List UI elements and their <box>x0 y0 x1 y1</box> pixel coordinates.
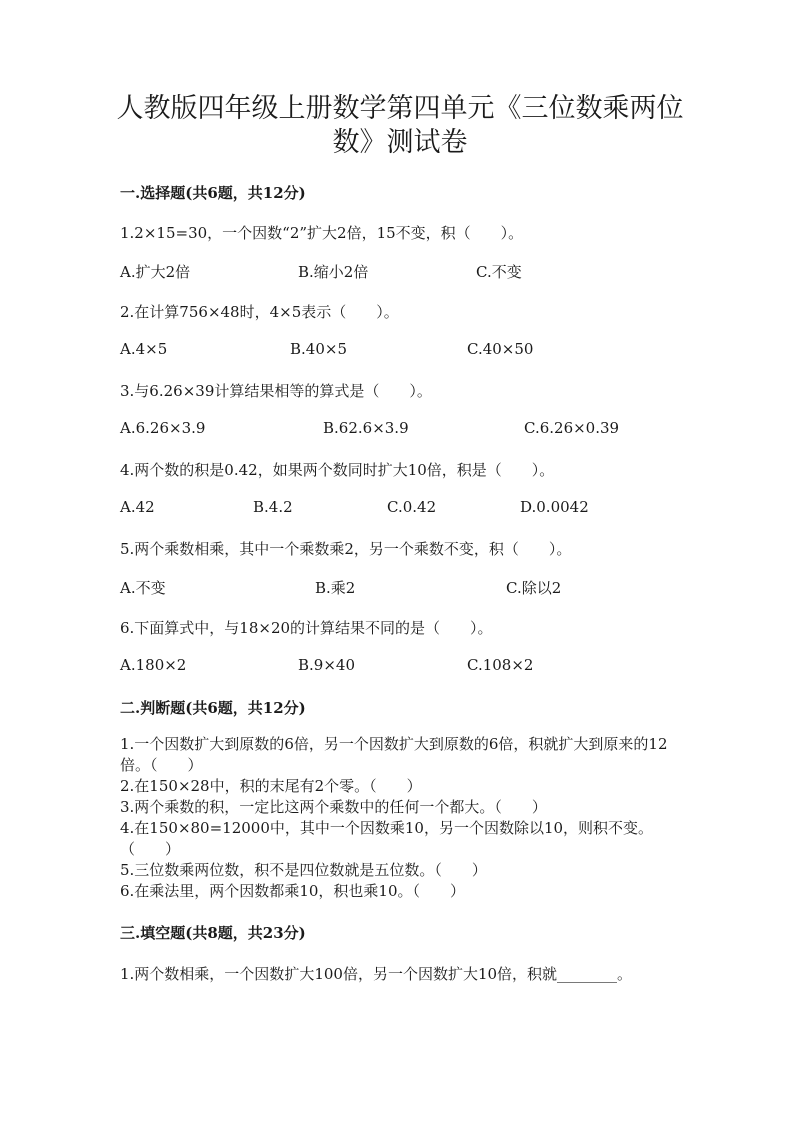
judge-item-3: 3.两个乘数的积，一定比这两个乘数中的任何一个都大。（ ） <box>120 798 547 816</box>
section-heading-judge: 二.判断题(共6题，共12分) <box>120 699 306 717</box>
choice-question-1: 1.2×15=30，一个因数“2”扩大2倍，15不变，积（ ）。 <box>120 224 524 242</box>
choice-option-5b: B.乘2 <box>315 579 356 597</box>
choice-question-3: 3.与6.26×39计算结果相等的算式是（ ）。 <box>120 382 432 400</box>
page-title <box>100 92 700 160</box>
choice-option-4d: D.0.0042 <box>520 498 589 516</box>
choice-question-2: 2.在计算756×48时，4×5表示（ ）。 <box>120 303 399 321</box>
judge-item-6: 6.在乘法里，两个因数都乘10，积也乘10。（ ） <box>120 882 465 900</box>
fill-question-1: 1.两个数相乘，一个因数扩大100倍，另一个因数扩大10倍，积就________。 <box>120 965 633 983</box>
choice-option-4a: A.42 <box>120 498 155 516</box>
choice-option-5c: C.除以2 <box>506 579 562 597</box>
title-line-2: 数》测试卷 <box>332 127 468 158</box>
choice-option-1c: C.不变 <box>476 263 522 281</box>
choice-option-2a: A.4×5 <box>120 340 168 358</box>
choice-option-3a: A.6.26×3.9 <box>120 419 206 437</box>
choice-option-1a: A.扩大2倍 <box>120 263 191 281</box>
choice-option-4c: C.0.42 <box>387 498 437 516</box>
choice-option-5a: A.不变 <box>120 579 166 597</box>
judge-item-1: 1.一个因数扩大到原数的6倍，另一个因数扩大到原数的6倍，积就扩大到原来的12倍。（ ） <box>120 735 668 774</box>
choice-option-3b: B.62.6×3.9 <box>323 419 409 437</box>
choice-question-6: 6.下面算式中，与18×20的计算结果不同的是（ ）。 <box>120 619 493 637</box>
section-heading-fill: 三.填空题(共8题，共23分) <box>120 924 306 942</box>
section-heading-choice: 一.选择题(共6题，共12分) <box>120 184 306 202</box>
title-line-1: 人教版四年级上册数学第四单元《三位数乘两位 <box>116 93 684 124</box>
judge-list <box>120 734 685 902</box>
choice-option-1b: B.缩小2倍 <box>298 263 369 281</box>
choice-option-2b: B.40×5 <box>290 340 347 358</box>
judge-item-2: 2.在150×28中，积的末尾有2个零。（ ） <box>120 777 422 795</box>
choice-option-3c: C.6.26×0.39 <box>524 419 620 437</box>
choice-option-4b: B.4.2 <box>253 498 293 516</box>
choice-question-4: 4.两个数的积是0.42，如果两个数同时扩大10倍，积是（ ）。 <box>120 461 555 479</box>
choice-question-5: 5.两个乘数相乘，其中一个乘数乘2，另一个乘数不变，积（ ）。 <box>120 540 572 558</box>
choice-option-6a: A.180×2 <box>120 656 187 674</box>
choice-option-2c: C.40×50 <box>467 340 534 358</box>
choice-option-6c: C.108×2 <box>467 656 534 674</box>
choice-option-6b: B.9×40 <box>298 656 355 674</box>
judge-item-4: 4.在150×80=12000中，其中一个因数乘10，另一个因数除以10，则积不变。（ ） <box>120 819 654 858</box>
judge-item-5: 5.三位数乘两位数，积不是四位数就是五位数。（ ） <box>120 861 487 879</box>
